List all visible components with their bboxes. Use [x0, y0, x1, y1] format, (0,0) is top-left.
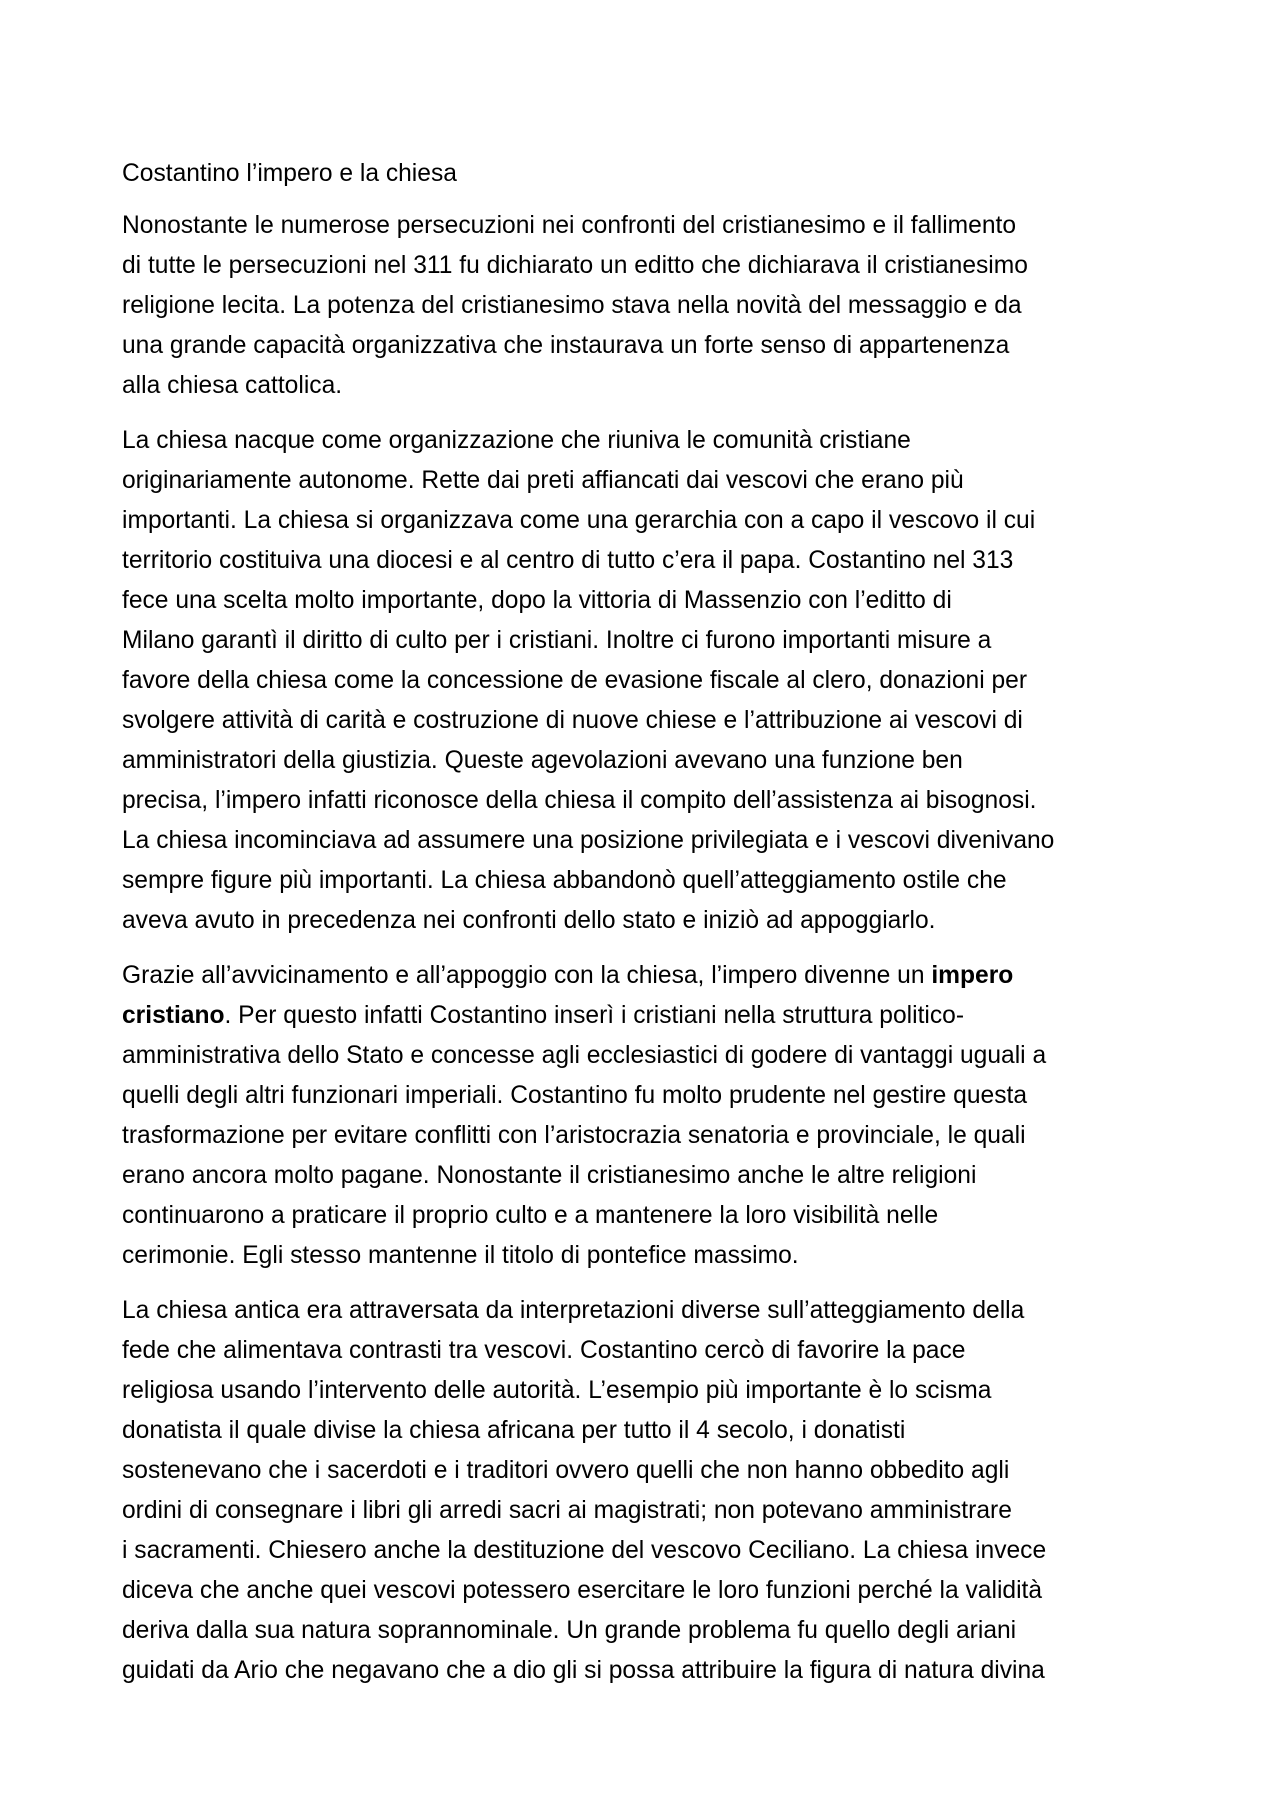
text-run: sostenevano che i sacerdoti e i traditori ovvero quelli che non hanno obbedito agli: [122, 1457, 1010, 1484]
text-run: diceva che anche quei vescovi potessero esercitare le loro funzioni perché la validità: [122, 1577, 1043, 1604]
text-line: [122, 461, 1167, 501]
text-line: [122, 541, 1167, 581]
document-body: [122, 154, 1167, 1706]
text-line: [122, 1116, 1167, 1156]
paragraph: [122, 421, 1167, 941]
text-run: trasformazione per evitare conflitti con l’aristocrazia senatoria e provinciale, le quali: [122, 1122, 1026, 1149]
text-line: [122, 1531, 1167, 1571]
paragraph: [122, 956, 1167, 1276]
text-run: sempre figure più importanti. La chiesa abbandonò quell’atteggiamento ostile che: [122, 867, 1007, 894]
text-run: favore della chiesa come la concessione de evasione fiscale al clero, donazioni per: [122, 667, 1028, 694]
text-line: [122, 621, 1167, 661]
text-line: [122, 1156, 1167, 1196]
paragraph: [122, 1291, 1167, 1691]
text-run: territorio costituiva una diocesi e al centro di tutto c’era il papa. Costantino nel 313: [122, 547, 1014, 574]
text-line: [122, 1371, 1167, 1411]
text-run: continuarono a praticare il proprio culto e a mantenere la loro visibilità nelle: [122, 1202, 939, 1229]
text-run: La chiesa nacque come organizzazione che riuniva le comunità cristiane: [122, 427, 911, 454]
text-run: svolgere attività di carità e costruzione di nuove chiese e l’attribuzione ai vescovi di: [122, 707, 1023, 734]
text-run: erano ancora molto pagane. Nonostante il cristianesimo anche le altre religioni: [122, 1162, 977, 1189]
text-run: religione lecita. La potenza del cristianesimo stava nella novità del messaggio e da: [122, 292, 1022, 319]
text-run: quelli degli altri funzionari imperiali. Costantino fu molto prudente nel gestire questa: [122, 1082, 1028, 1109]
text-line: [122, 1411, 1167, 1451]
text-run: alla chiesa cattolica.: [122, 372, 343, 399]
text-run: di tutte le persecuzioni nel 311 fu dichiarato un editto che dichiarava il cristianesimo: [122, 252, 1028, 279]
text-line: [122, 1036, 1167, 1076]
text-line: [122, 956, 1167, 996]
text-run: La chiesa antica era attraversata da interpretazioni diverse sull’atteggiamento della: [122, 1297, 1025, 1324]
text-line: [122, 1331, 1167, 1371]
text-line: [122, 501, 1167, 541]
text-line: [122, 661, 1167, 701]
text-run: La chiesa incominciava ad assumere una posizione privilegiata e i vescovi divenivano: [122, 827, 1055, 854]
text-line: [122, 1491, 1167, 1531]
text-line: [122, 326, 1167, 366]
text-run: deriva dalla sua natura soprannominale. Un grande problema fu quello degli ariani: [122, 1617, 1017, 1644]
text-run: amministratori della giustizia. Queste agevolazioni avevano una funzione ben: [122, 747, 963, 774]
text-run: Nonostante le numerose persecuzioni nei confronti del cristianesimo e il fallimento: [122, 212, 1017, 239]
text-line: [122, 286, 1167, 326]
text-line: [122, 1651, 1167, 1691]
text-run: Grazie all’avvicinamento e all’appoggio con la chiesa, l’impero divenne un: [122, 962, 932, 989]
text-line: [122, 1451, 1167, 1491]
text-run: precisa, l’impero infatti riconosce della chiesa il compito dell’assistenza ai bisognosi.: [122, 787, 1037, 814]
text-run: amministrativa dello Stato e concesse agli ecclesiastici di godere di vantaggi uguali a: [122, 1042, 1047, 1069]
text-run: ordini di consegnare i libri gli arredi sacri ai magistrati; non potevano amministrare: [122, 1497, 1012, 1524]
text-run: donatista il quale divise la chiesa africana per tutto il 4 secolo, i donatisti: [122, 1417, 906, 1444]
text-run: fede che alimentava contrasti tra vescovi. Costantino cercò di favorire la pace: [122, 1337, 966, 1364]
text-run: cerimonie. Egli stesso mantenne il titolo di pontefice massimo.: [122, 1242, 799, 1269]
paragraph: [122, 206, 1167, 406]
text-line: [122, 366, 1167, 406]
text-line: [122, 1196, 1167, 1236]
document-title: Costantino l’impero e la chiesa: [122, 160, 457, 187]
text-line: [122, 206, 1167, 246]
text-line: [122, 701, 1167, 741]
text-line: [122, 901, 1167, 941]
text-run: i sacramenti. Chiesero anche la destituzione del vescovo Ceciliano. La chiesa invece: [122, 1537, 1047, 1564]
text-line: [122, 581, 1167, 621]
text-line: [122, 1571, 1167, 1611]
text-run: Milano garantì il diritto di culto per i cristiani. Inoltre ci furono importanti misure a: [122, 627, 992, 654]
text-run: una grande capacità organizzativa che instaurava un forte senso di appartenenza: [122, 332, 1010, 359]
text-line: [122, 1291, 1167, 1331]
text-line: [122, 781, 1167, 821]
text-run: guidati da Ario che negavano che a dio gli si possa attribuire la figura di natura divina: [122, 1657, 1045, 1684]
text-line: [122, 861, 1167, 901]
text-run: religiosa usando l’intervento delle autorità. L’esempio più importante è lo scisma: [122, 1377, 992, 1404]
text-line: [122, 741, 1167, 781]
bold-term: impero: [931, 962, 1014, 989]
text-line: [122, 996, 1167, 1036]
text-line: [122, 821, 1167, 861]
text-run: fece una scelta molto importante, dopo la vittoria di Massenzio con l’editto di: [122, 587, 952, 614]
text-line: [122, 1076, 1167, 1116]
text-line: [122, 421, 1167, 461]
text-run: importanti. La chiesa si organizzava come una gerarchia con a capo il vescovo il cui: [122, 507, 1036, 534]
text-line: [122, 1236, 1167, 1276]
text-run: aveva avuto in precedenza nei confronti dello stato e iniziò ad appoggiarlo.: [122, 907, 936, 934]
text-line: [122, 1611, 1167, 1651]
text-run: originariamente autonome. Rette dai preti affiancati dai vescovi che erano più: [122, 467, 964, 494]
text-line: [122, 246, 1167, 286]
bold-term: cristiano: [122, 1002, 225, 1029]
text-run: . Per questo infatti Costantino inserì i cristiani nella struttura politico-: [224, 1002, 965, 1029]
